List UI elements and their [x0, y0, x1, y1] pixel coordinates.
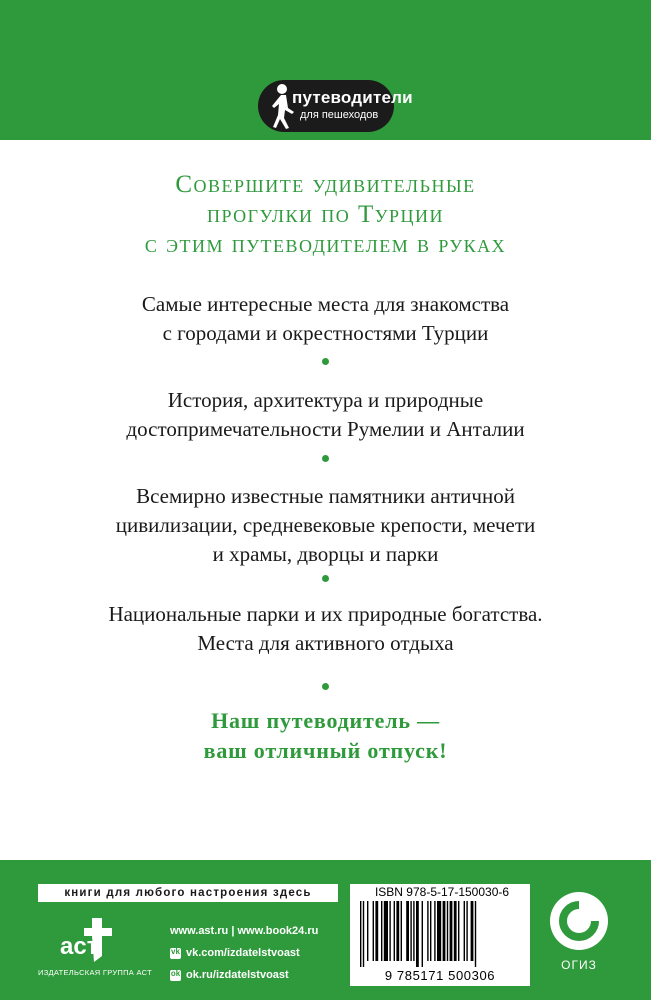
vk-row — [170, 942, 318, 964]
bullet-dot — [322, 358, 329, 365]
barcode — [358, 901, 522, 967]
barcode-bar — [401, 901, 402, 961]
feature-line: с городами и окрестностями Турции — [162, 321, 489, 345]
websites-row — [170, 920, 318, 942]
barcode-bar — [384, 901, 388, 961]
feature-block-2 — [0, 386, 651, 444]
feature-line: достопримечательности Румелии и Анталии — [126, 417, 525, 441]
headline-line: прогулки по Турции — [206, 201, 445, 228]
barcode-bar — [464, 901, 465, 961]
feature-line: Всемирно известные памятники античной — [136, 484, 515, 508]
barcode-bar — [466, 901, 467, 961]
bullet-dot — [322, 455, 329, 462]
barcode-bar — [363, 901, 364, 967]
feature-line: Национальные парки и их природные богатства. — [108, 602, 543, 626]
slogan-line: ваш отличный отпуск! — [203, 738, 448, 763]
barcode-bar — [410, 901, 411, 961]
vk-icon: vk — [170, 948, 181, 959]
barcode-bar — [427, 901, 428, 961]
websites-text: www.ast.ru | www.book24.ru — [170, 925, 319, 937]
ok-row — [170, 964, 318, 986]
barcode-bar — [447, 901, 448, 961]
slogan-line: Наш путеводитель — — [211, 708, 440, 733]
barcode-bar — [416, 901, 419, 967]
ok-link: ok.ru/izdatelstvoast — [186, 969, 289, 981]
headline-line: Совершите удивительные — [175, 171, 476, 198]
barcode-bar — [360, 901, 361, 967]
vk-link: vk.com/izdatelstvoast — [186, 947, 300, 959]
barcode-bar — [475, 901, 476, 967]
tagline: книги для любого настроения здесь — [38, 884, 338, 902]
barcode-bar — [396, 901, 399, 961]
barcode-bar — [389, 901, 390, 961]
bullet-dot — [322, 575, 329, 582]
isbn-number: ISBN 978-5-17-150030-6 — [374, 885, 510, 899]
barcode-bar — [394, 901, 395, 961]
isbn-barcode-block — [350, 884, 530, 986]
barcode-bar — [443, 901, 446, 961]
feature-block-4 — [0, 600, 651, 658]
series-logo-title: путеводители — [292, 88, 413, 107]
barcode-bar — [375, 901, 378, 961]
headline — [0, 170, 651, 260]
slogan — [0, 706, 651, 766]
barcode-bar — [434, 901, 435, 961]
feature-line: и храмы, дворцы и парки — [212, 542, 439, 566]
barcode-bar — [367, 901, 368, 961]
barcode-bar — [454, 901, 457, 961]
feature-line: Места для активного отдыха — [197, 631, 454, 655]
odnoklassniki-icon: ok — [170, 970, 181, 981]
feature-line: История, архитектура и природные — [167, 388, 484, 412]
ast-publisher-logo — [58, 912, 120, 964]
barcode-bar — [437, 901, 441, 961]
barcode-bar — [471, 901, 474, 961]
publisher-caption: ИЗДАТЕЛЬСКАЯ ГРУППА АСТ — [38, 968, 152, 977]
barcode-bar — [413, 901, 414, 961]
barcode-bar — [430, 901, 431, 961]
feature-block-1 — [0, 290, 651, 348]
ogiz-imprint-name: ОГИЗ — [561, 958, 597, 972]
barcode-bar — [381, 901, 382, 961]
ean-digits: 9 785171 500306 — [384, 968, 496, 983]
feature-line: Самые интересные места для знакомства — [141, 292, 510, 316]
series-logo — [258, 80, 413, 132]
publisher-links — [170, 920, 318, 986]
ast-logo-text: аст — [60, 933, 99, 960]
feature-block-3 — [0, 482, 651, 569]
barcode-bar — [373, 901, 374, 961]
ogiz-imprint-logo — [548, 890, 610, 952]
headline-line: с этим путеводителем в руках — [144, 231, 507, 258]
series-logo-subtitle: для пешеходов — [300, 109, 379, 121]
barcode-bar — [406, 901, 409, 961]
barcode-bar — [458, 901, 459, 961]
barcode-bar — [422, 901, 423, 967]
bullet-dot — [322, 683, 329, 690]
feature-line: цивилизации, средневековые крепости, мечети — [115, 513, 536, 537]
barcode-bar — [450, 901, 453, 961]
